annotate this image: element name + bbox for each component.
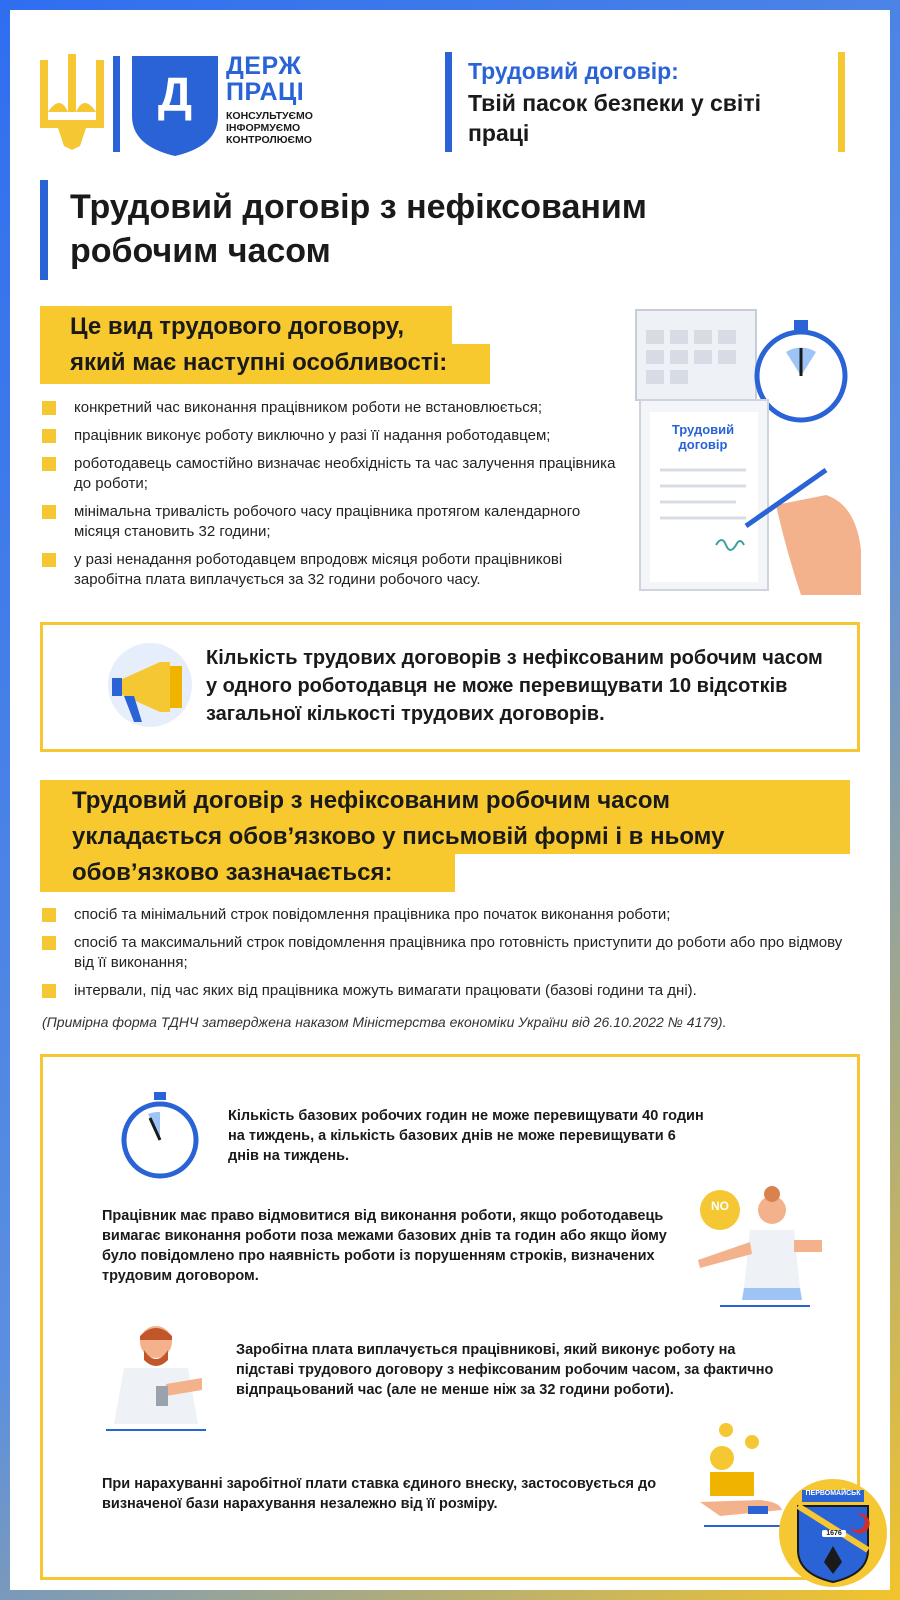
- trident-icon: [40, 54, 104, 150]
- list-item: спосіб та мінімальний строк повідомлення працівника про початок виконання роботи;: [40, 905, 850, 925]
- man-phone-illustration: [106, 1320, 218, 1432]
- bullet-square: [42, 457, 56, 471]
- stopwatch-icon: [114, 1090, 206, 1182]
- brand-sub2: ІНФОРМУЄМО: [226, 122, 301, 134]
- title-bar: [40, 180, 48, 280]
- megaphone-icon: [100, 640, 196, 730]
- bullet-square: [42, 984, 56, 998]
- list-item: інтервали, під час яких від працівника можуть вимагати працювати (базові години та дні).: [40, 981, 850, 1001]
- section2-list: [40, 905, 850, 1009]
- notice-text: Кількість трудових договорів з нефіксованим робочим часом у одного роботодавця не може перевищувати 10 відсотків загальної кількості трудових договорів.: [206, 647, 823, 725]
- section2-heading-line1: Трудовий договір з нефіксованим робочим часом: [72, 787, 670, 814]
- list-item: у разі ненадання роботодавцем впродовж місяця роботи працівникові заробітна плата виплачується за 32 години робочого часу.: [40, 550, 630, 590]
- doc-label: Трудовий договір: [671, 422, 735, 452]
- footnote: (Примірна форма ТДНЧ затверджена наказом Міністерства економіки України від 26.10.2022 № 4179).: [42, 1014, 727, 1030]
- list-item: працівник виконує роботу виключно у разі її надання роботодавцем;: [40, 426, 630, 446]
- logo-letter: Д: [157, 69, 193, 122]
- tagline-bar: [445, 52, 452, 152]
- list-item: мінімальна тривалість робочого часу працівника протягом календарного місяця становить 32 години;: [40, 502, 630, 542]
- bullet-square: [42, 401, 56, 415]
- brand-sub3: КОНТРОЛЮЄМО: [226, 134, 312, 146]
- section1-heading-line2: який має наступні особливості:: [70, 349, 448, 376]
- section2-heading-line2: укладається обов’язково у письмовій формі і в ньому: [72, 823, 725, 850]
- bullet-square: [42, 429, 56, 443]
- no-bubble: NO: [711, 1199, 729, 1213]
- emblem-year: 1676: [822, 1530, 846, 1537]
- tagline-title: Трудовий договір:: [468, 58, 679, 84]
- list-item: роботодавець самостійно визначає необхідність та час залучення працівника до роботи;: [40, 454, 630, 494]
- page-title: Трудовий договір з нефіксованим робочим часом: [70, 188, 647, 270]
- info-p2: Працівник має право відмовитися від виконання роботи, якщо роботодавець вимагає виконання роботи поза межами базових днів та годин або якщо йому було повідомлено про наявність роботи із порушенням строків, визначених трудовим договором.: [102, 1208, 667, 1284]
- tagline-yellow-bar: [838, 52, 845, 152]
- bullet-square: [42, 553, 56, 567]
- brand-line2: ПРАЦІ: [226, 78, 305, 106]
- header-divider: [113, 56, 120, 152]
- list-item: спосіб та максимальний строк повідомлення працівника про готовність приступити до роботи або про відмову від її виконання;: [40, 933, 850, 973]
- info-p3: Заробітна плата виплачується працівникові, який виконує роботу на підставі трудового договору з нефіксованим робочим часом, за фактично відпрацьований час (але не менше ніж за 32 години роботи).: [236, 1342, 774, 1398]
- emblem-ribbon: ПЕРВОМАЙСЬК: [805, 1490, 861, 1497]
- page-sheet: [10, 10, 890, 1590]
- info-p4: При нарахуванні заробітної плати ставка єдиного внеску, застосовується до визначеної бази нарахування незалежно від її розміру.: [102, 1476, 657, 1512]
- dp-logo: [132, 56, 218, 156]
- info-p1: Кількість базових робочих годин не може перевищувати 40 годин на тиждень, а кількість базових днів не може перевищувати 6 днів на тиждень.: [228, 1108, 704, 1164]
- bullet-square: [42, 505, 56, 519]
- section1-list: [40, 398, 630, 598]
- brand-line1: ДЕРЖ: [226, 52, 302, 80]
- list-item: конкретний час виконання працівником роботи не встановлюється;: [40, 398, 630, 418]
- section2-heading-line3: обов’язково зазначається:: [72, 859, 393, 886]
- bullet-square: [42, 936, 56, 950]
- tagline-text: Твій пасок безпеки у світі праці: [468, 90, 761, 146]
- bullet-square: [42, 908, 56, 922]
- section1-heading-line1: Це вид трудового договору,: [70, 313, 404, 340]
- brand-sub1: КОНСУЛЬТУЄМО: [226, 110, 313, 122]
